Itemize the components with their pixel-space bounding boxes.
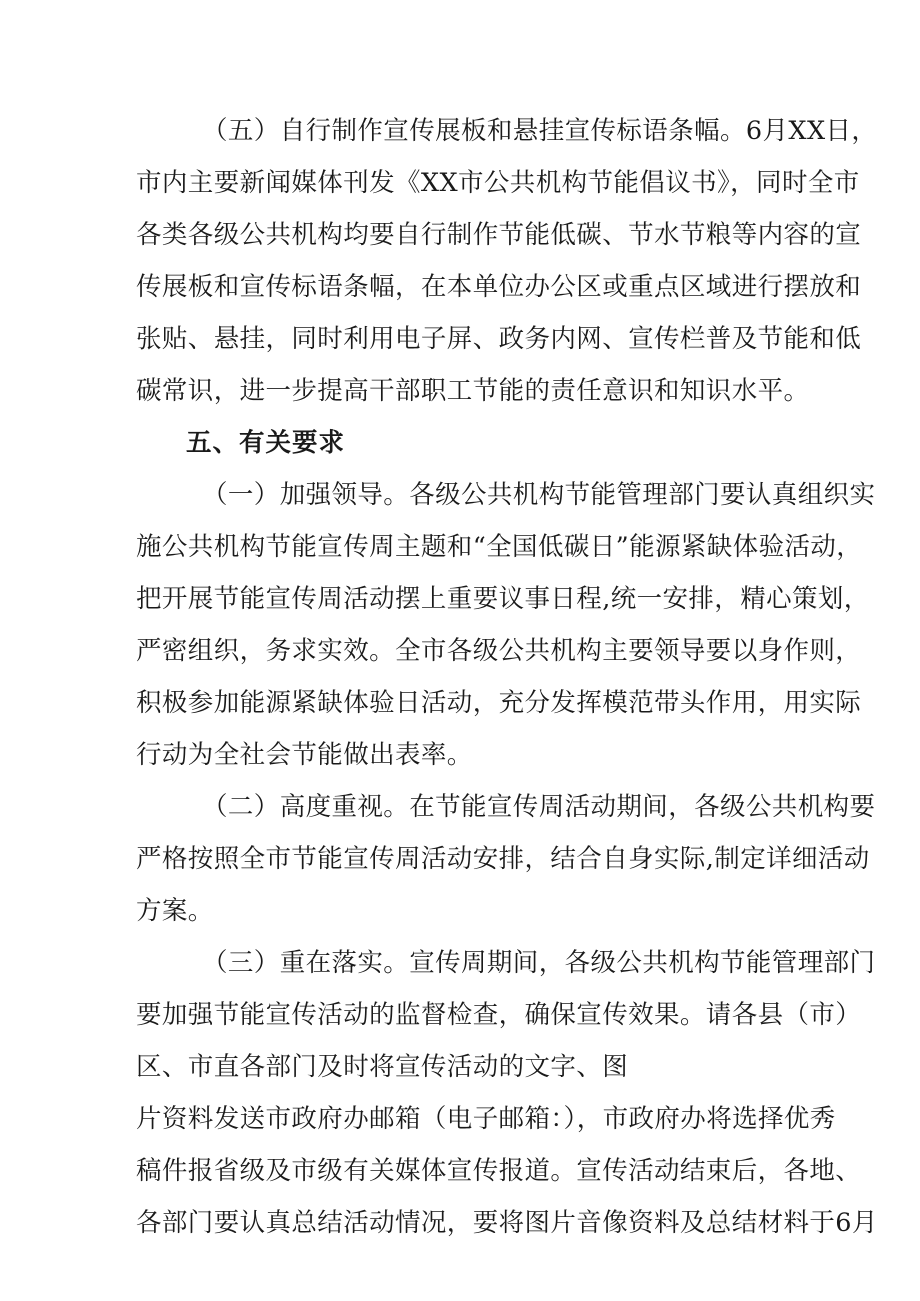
paragraph-2-line-1: （二）高度重视。在节能宣传周活动期间，各级公共机构要: [202, 792, 876, 822]
paragraph-3-line-2: 要加强节能宣传活动的监督检查，确保宣传效果。请各县（市）: [136, 1000, 862, 1030]
paragraph-5-line-6: 碳常识，进一步提高干部职工节能的责任意识和知识水平。: [136, 376, 810, 406]
paragraph-2-line-3: 方案。: [136, 896, 214, 926]
paragraph-1-line-3: 把开展节能宣传周活动摆上重要议事日程,统一安排，精心策划，: [136, 584, 870, 614]
paragraph-1-line-2: 施公共机构节能宣传周主题和“全国低碳日”能源紧缺体验活动，: [136, 532, 863, 562]
paragraph-5-line-3: 各类各级公共机构均要自行制作节能低碳、节水节粮等内容的宣: [136, 220, 862, 250]
paragraph-3-line-1: （三）重在落实。宣传周期间，各级公共机构节能管理部门: [202, 948, 876, 978]
section-heading: 五、有关要求: [186, 428, 346, 458]
paragraph-3-line-4: 片资料发送市政府办邮箱（电子邮箱：），市政府办将选择优秀: [136, 1104, 836, 1134]
paragraph-1-line-5: 积极参加能源紧缺体验日活动，充分发挥模范带头作用，用实际: [136, 688, 862, 718]
paragraph-5-line-5: 张贴、悬挂，同时利用电子屏、政务内网、宣传栏普及节能和低: [136, 324, 862, 354]
paragraph-1-line-4: 严密组织，务求实效。全市各级公共机构主要领导要以身作则，: [136, 636, 862, 666]
paragraph-2-line-2: 严格按照全市节能宣传周活动安排，结合自身实际,制定详细活动: [136, 844, 870, 874]
paragraph-5-line-2: 市内主要新闻媒体刊发《XX市公共机构节能倡议书》，同时全市: [136, 168, 860, 198]
paragraph-3-line-5: 稿件报省级及市级有关媒体宣传报道。宣传活动结束后，各地、: [136, 1156, 862, 1186]
paragraph-5-line-4: 传展板和宣传标语条幅，在本单位办公区或重点区域进行摆放和: [136, 272, 862, 302]
paragraph-1-line-1: （一）加强领导。各级公共机构节能管理部门要认真组织实: [202, 480, 876, 510]
paragraph-5-line-1: （五）自行制作宣传展板和悬挂宣传标语条幅。6月XX日，: [202, 116, 878, 146]
paragraph-3-line-3: 区、市直各部门及时将宣传活动的文字、图: [136, 1052, 629, 1082]
paragraph-1-line-6: 行动为全社会节能做出表率。: [136, 740, 473, 770]
paragraph-3-line-6: 各部门要认真总结活动情况，要将图片音像资料及总结材料于6月: [136, 1208, 878, 1238]
